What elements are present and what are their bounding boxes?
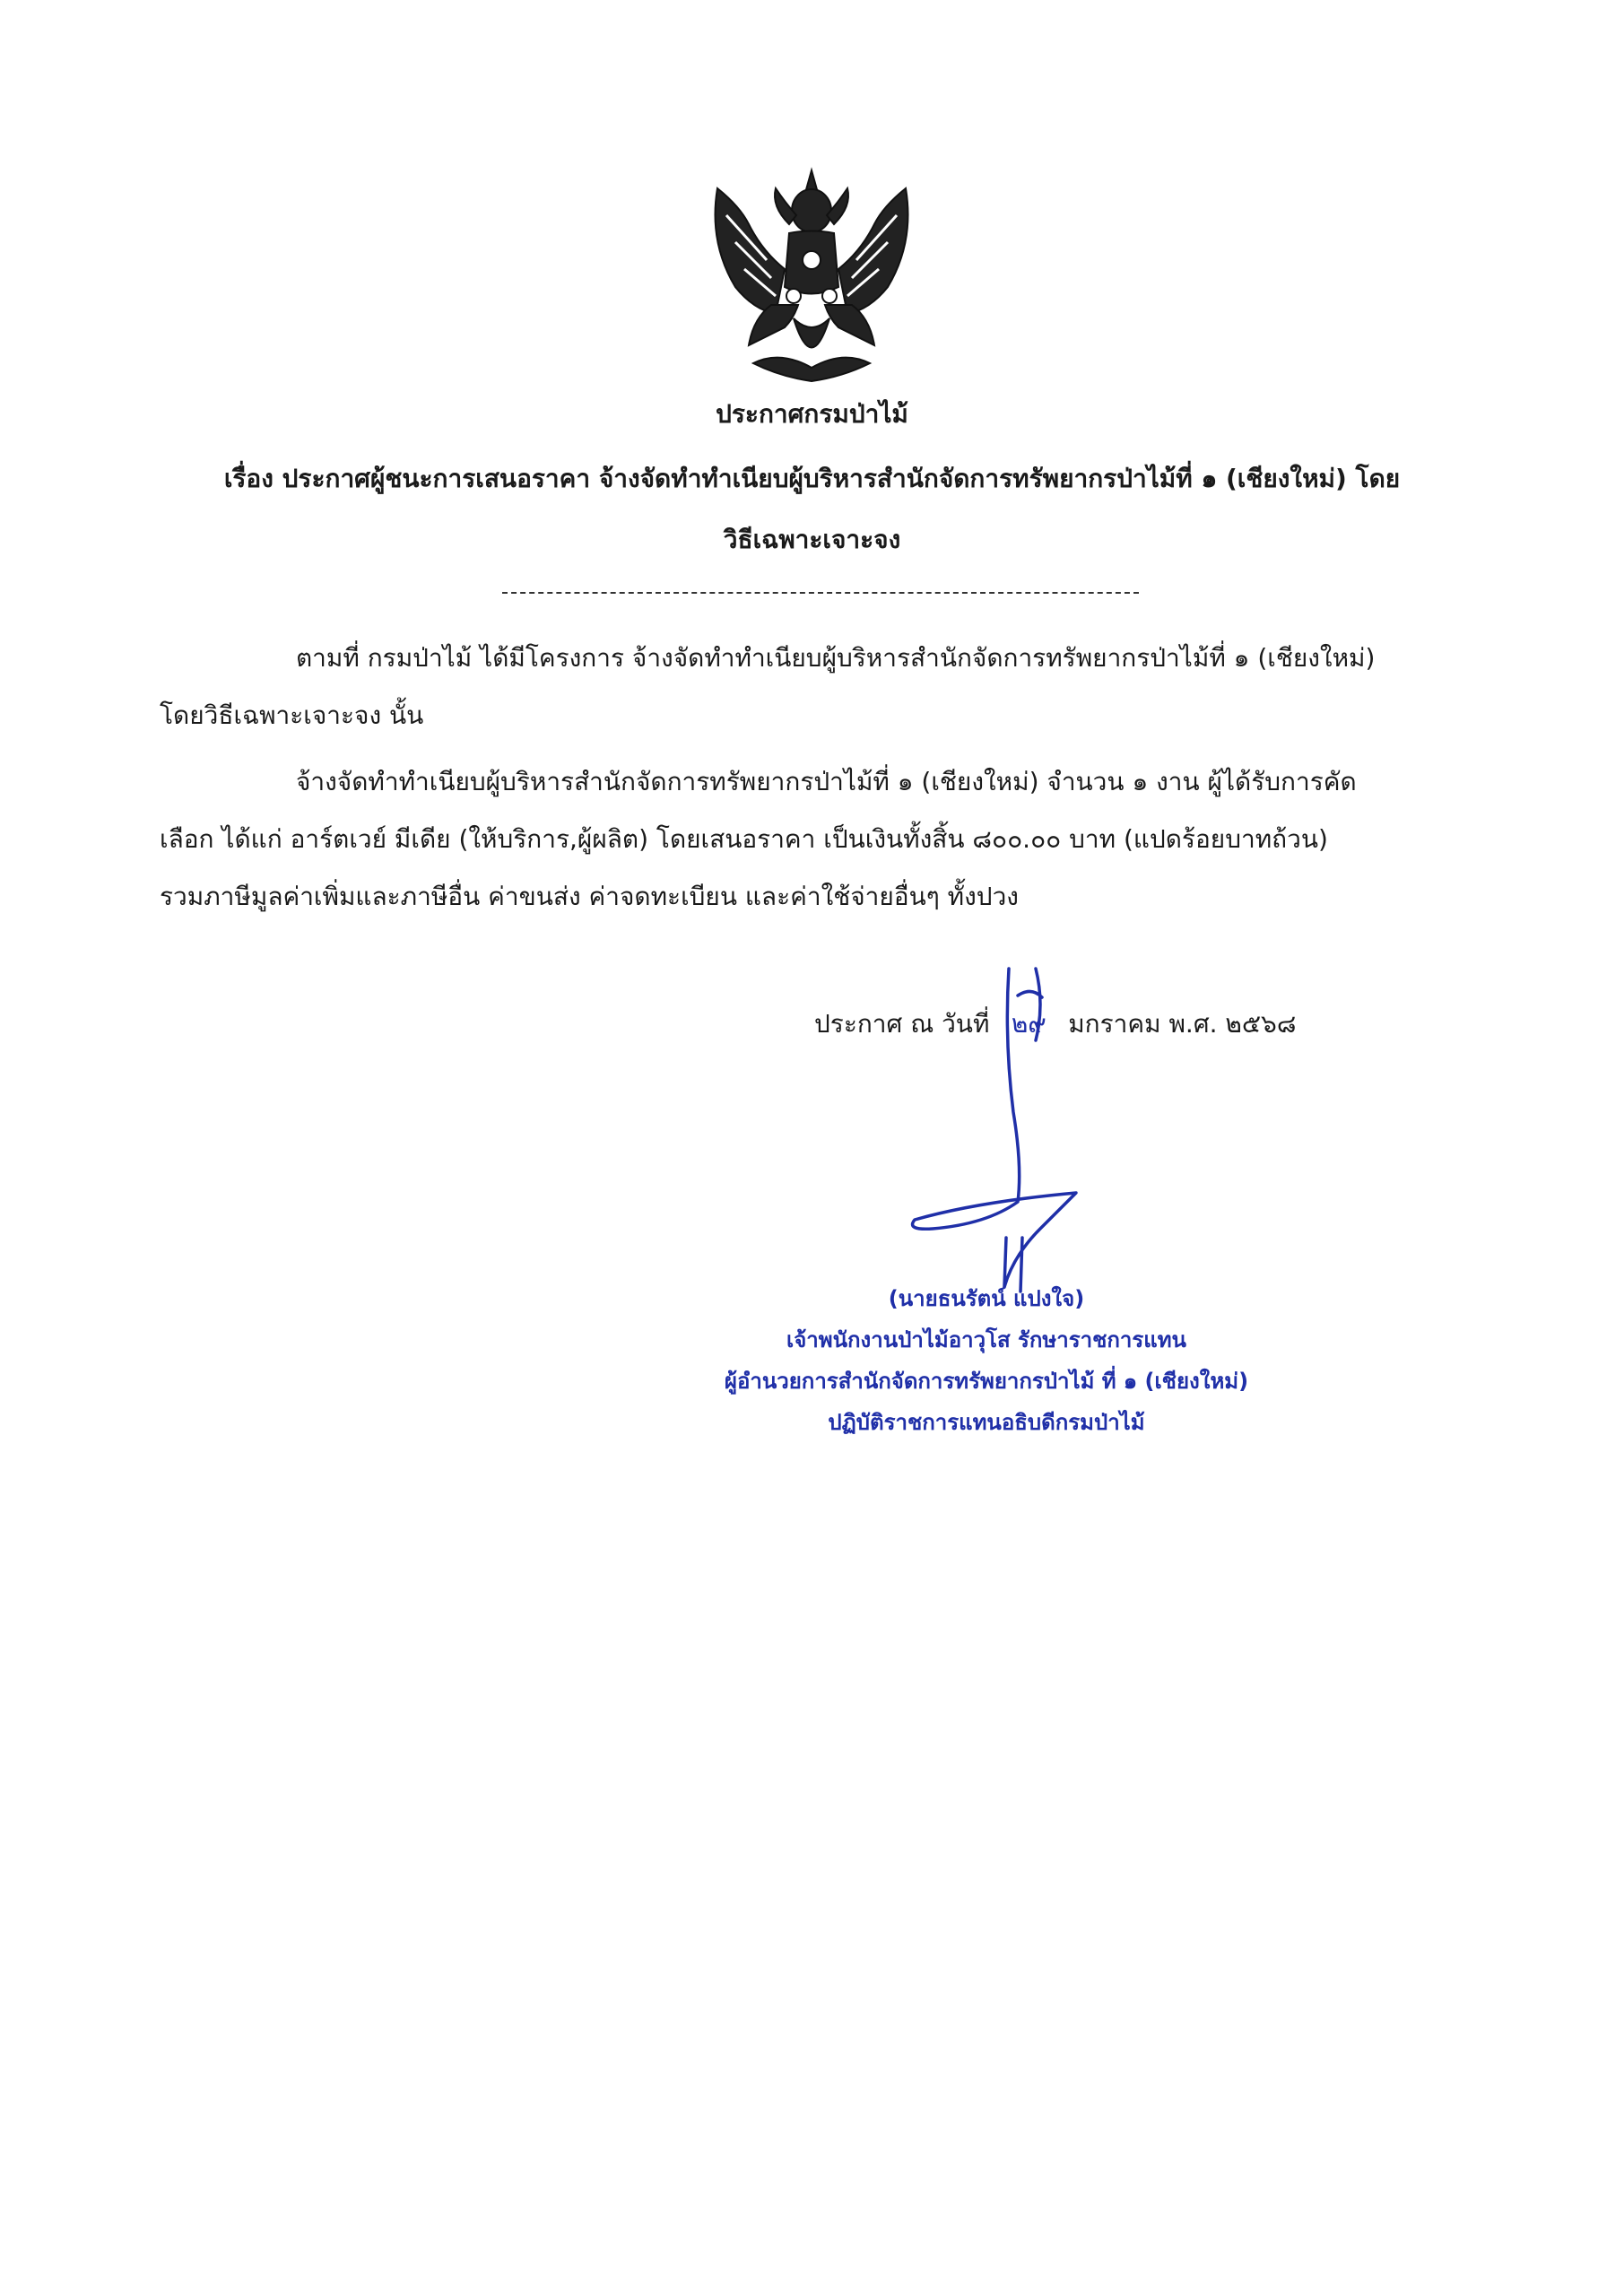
- subject-line-1: เรื่อง ประกาศผู้ชนะการเสนอราคา จ้างจัดทำทำเนียบผู้บริหารสำนักจัดการทรัพยากรป่าไม้ที่ ๑ (เชียงใหม่) โดย: [223, 464, 1401, 493]
- garuda-emblem-icon: [699, 161, 924, 386]
- signatory-position-1: เจ้าพนักงานป่าไม้อาวุโส รักษาราชการแทน: [786, 1327, 1186, 1352]
- signatory-name: (นายธนรัตน์ แปงใจ): [888, 1286, 1085, 1311]
- subject-line-2: วิธีเฉพาะเจาะจง: [723, 525, 901, 554]
- signatory-position-3: ปฏิบัติราชการแทนอธิบดีกรมป่าไม้: [828, 1410, 1145, 1435]
- paragraph-2-line-3: รวมภาษีมูลค่าเพิ่มและภาษีอื่น ค่าขนส่ง ค่าจดทะเบียน และค่าใช้จ่ายอื่นๆ ทั้งปวง: [160, 882, 1019, 911]
- signatory-position-2: ผู้อำนวยการสำนักจัดการทรัพยากรป่าไม้ ที่ ๑ (เชียงใหม่): [724, 1369, 1249, 1394]
- divider: [502, 592, 1139, 594]
- announcement-heading: ประกาศกรมป่าไม้: [716, 399, 908, 429]
- date-prefix: ประกาศ ณ วันที่: [814, 1009, 990, 1039]
- paragraph-2-line-2: เลือก ได้แก่ อาร์ตเวย์ มีเดีย (ให้บริการ,ผู้ผลิต) โดยเสนอราคา เป็นเงินทั้งสิ้น ๘๐๐.๐๐ บาท (แปดร้อยบาทถ้วน): [160, 824, 1328, 854]
- date-suffix: มกราคม พ.ศ. ๒๕๖๘: [1068, 1009, 1297, 1039]
- date-day: ๒๙: [1011, 1009, 1046, 1039]
- paragraph-2-line-1: จ้างจัดทำทำเนียบผู้บริหารสำนักจัดการทรัพยากรป่าไม้ที่ ๑ (เชียงใหม่) จำนวน ๑ งาน ผู้ได้รับการคัด: [296, 767, 1357, 796]
- paragraph-1-line-2: โดยวิธีเฉพาะเจาะจง นั้น: [160, 700, 424, 730]
- handwritten-signature: [852, 933, 1193, 1309]
- paragraph-1-line-1: ตามที่ กรมป่าไม้ ได้มีโครงการ จ้างจัดทำทำเนียบผู้บริหารสำนักจัดการทรัพยากรป่าไม้ที่ ๑ (เชียงใหม่): [296, 643, 1376, 673]
